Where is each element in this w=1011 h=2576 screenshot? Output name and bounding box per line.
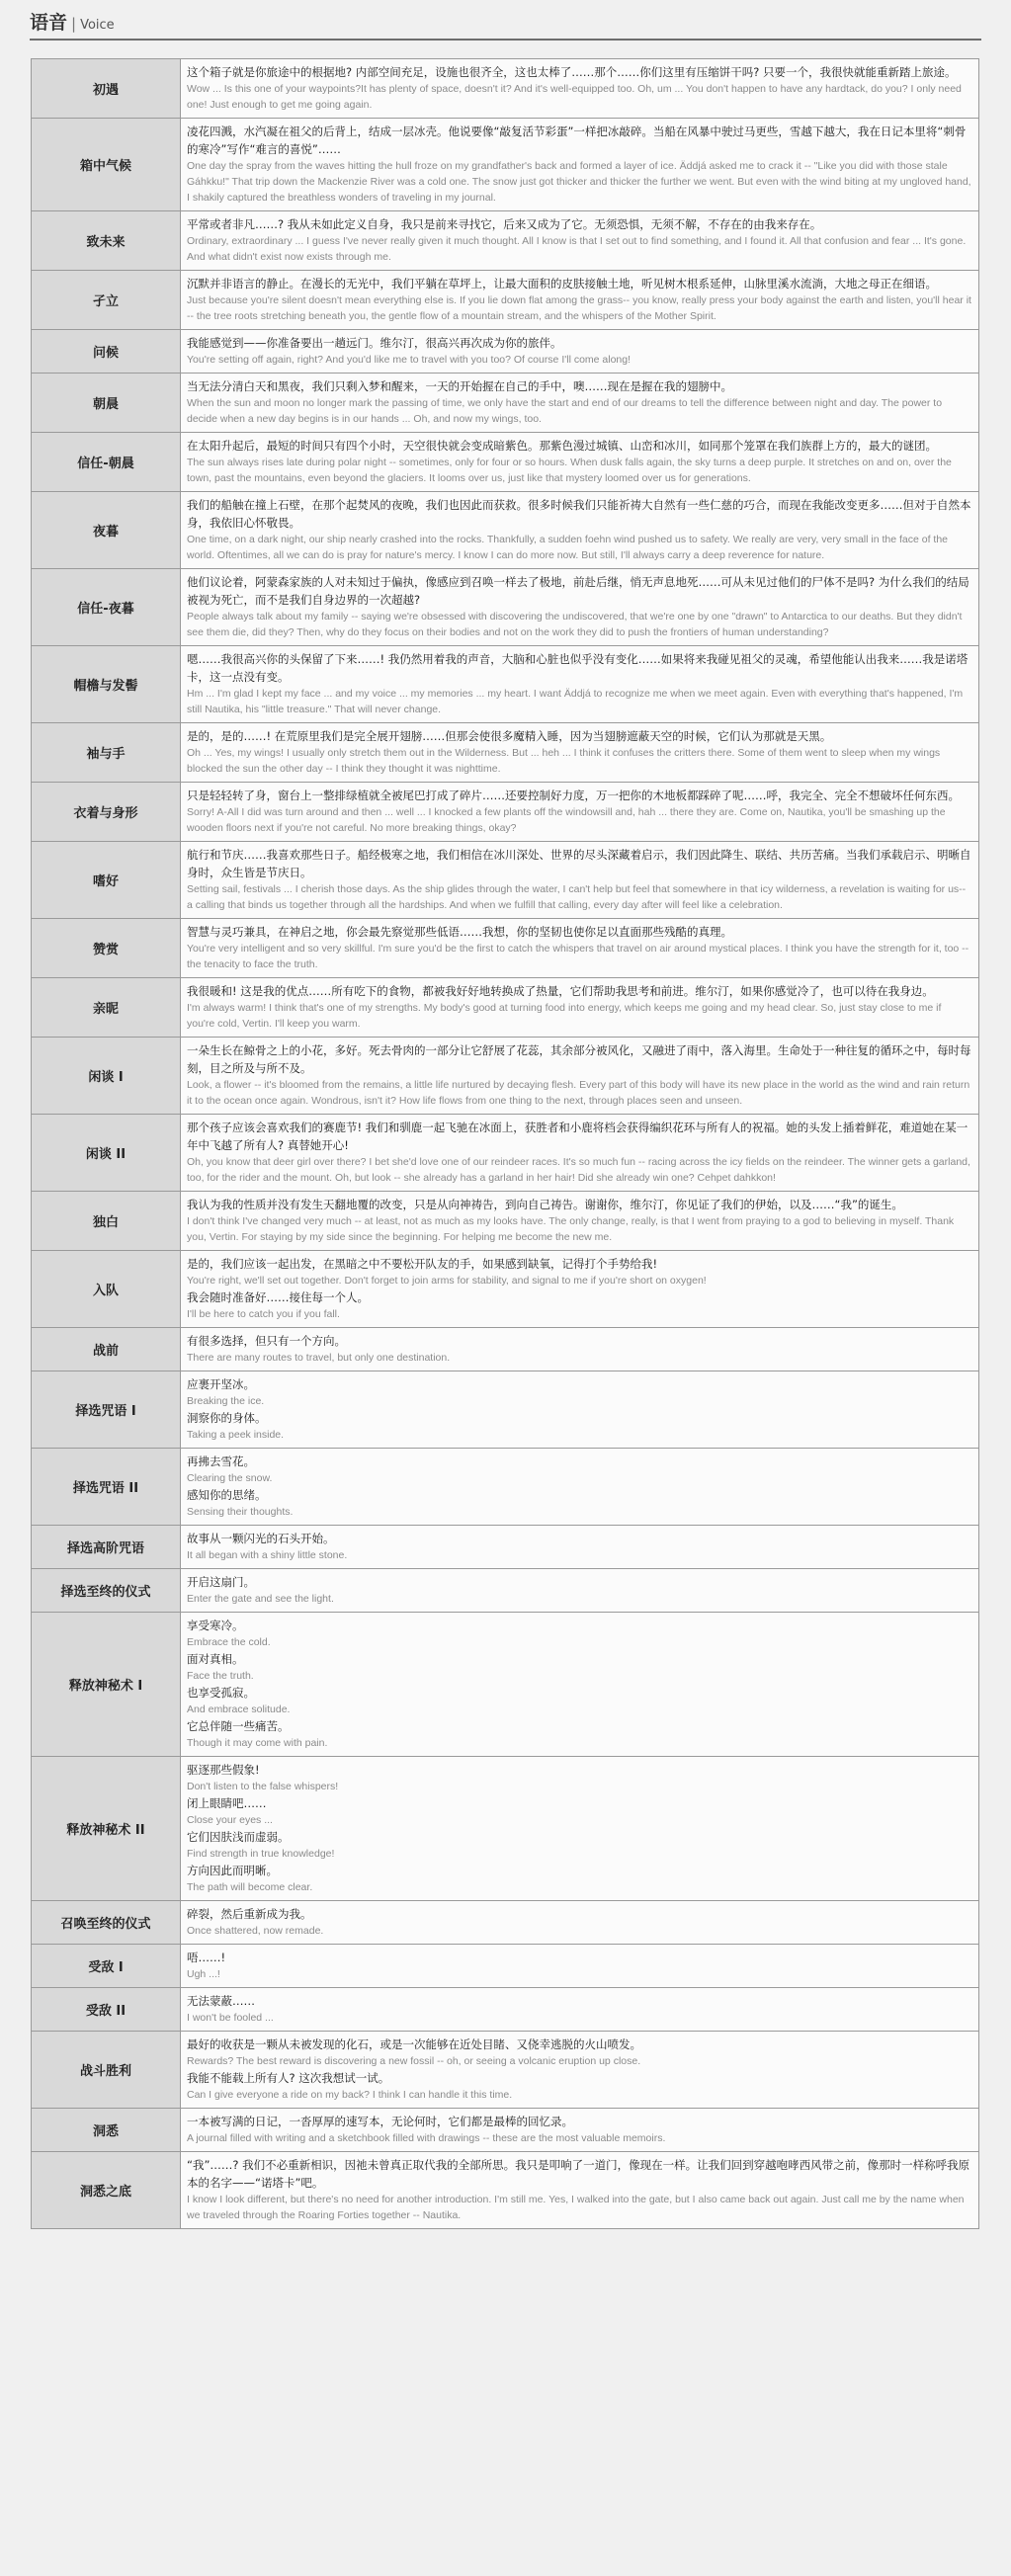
voice-line-title: 择选咒语 II (32, 1449, 181, 1526)
chinese-text: 唔……! (187, 1951, 226, 1964)
voice-row (32, 1115, 979, 1192)
voice-line-content (181, 919, 979, 978)
english-text: Clearing the snow. (187, 1472, 273, 1484)
voice-line-content (181, 1038, 979, 1115)
voice-line-content (181, 1569, 979, 1613)
english-text: Rewards? The best reward is discovering a new fossil -- oh, or seeing a volcanic eruption up close. (187, 2055, 641, 2067)
voice-line-title: 洞悉之底 (32, 2152, 181, 2229)
voice-row (32, 1613, 979, 1757)
chinese-text: 驱逐那些假象! (187, 1763, 260, 1777)
english-text: You're setting off again, right? And you'd like me to travel with you too? Of course I'll come along! (187, 354, 632, 366)
chinese-text: 嗯……我很高兴你的头保留了下来……! 我仍然用着我的声音，大脑和心脏也似乎没有变化……如果将来我碰见祖父的灵魂，希望他能认出我来……我是诺塔卡，这一点没有变。 (187, 652, 969, 684)
voice-line-title: 择选咒语 I (32, 1371, 181, 1449)
voice-row (32, 59, 979, 119)
voice-line-title: 择选高阶咒语 (32, 1526, 181, 1569)
voice-line-title: 召唤至终的仪式 (32, 1901, 181, 1945)
chinese-text: “我”……? 我们不必重新相识，因祂未曾真正取代我的全部所思。我只是叩响了一道门，像现在一样。让我们回到穿越咆哮西风带之前，像那时一样称呼我原本的名字——“诺塔卡”吧。 (187, 2158, 970, 2190)
voice-row (32, 2032, 979, 2109)
voice-line-title: 问候 (32, 330, 181, 374)
voice-row (32, 1371, 979, 1449)
voice-line-content (181, 59, 979, 119)
voice-row (32, 1988, 979, 2032)
chinese-text: 这个箱子就是你旅途中的根据地? 内部空间充足，设施也很齐全，这也太棒了……那个……你们这里有压缩饼干吗? 只要一个，我很快就能重新踏上旅途。 (187, 65, 957, 79)
voice-line-title: 衣着与身形 (32, 783, 181, 842)
voice-line-content (181, 2109, 979, 2152)
english-text: Embrace the cold. (187, 1636, 271, 1648)
chinese-text: 平常或者非凡……? 我从未如此定义自身，我只是前来寻找它，后来又成为了它。无须恐惧，无须不解，不存在的由我来存在。 (187, 217, 822, 231)
voice-row (32, 271, 979, 330)
voice-line-content (181, 2032, 979, 2109)
voice-row (32, 2109, 979, 2152)
chinese-text: 方向因此而明晰。 (187, 1864, 278, 1877)
voice-line-content (181, 1945, 979, 1988)
english-text: I know I look different, but there's no need for another introduction. I'm still me. Yes, I walked into the gate, but I also came back out again. Just call me by the name when we traveled through the Roaring Forties together -- Nautika. (187, 2194, 965, 2221)
voice-line-content (181, 1449, 979, 1526)
chinese-text: 我能感觉到——你准备要出一趟远门。维尔汀，很高兴再次成为你的旅伴。 (187, 336, 562, 350)
voice-row (32, 1901, 979, 1945)
english-text: It all began with a shiny little stone. (187, 1549, 348, 1561)
voice-row (32, 330, 979, 374)
voice-row (32, 1945, 979, 1988)
voice-row (32, 492, 979, 569)
voice-line-content (181, 330, 979, 374)
english-text: People always talk about my family -- saying we're obsessed with discovering the undiscovered, that we're one by one "drawn" to Antarctica to our deaths. But they didn't see them die, did they? Then, why do they focus on their bodies and not on the work they did to push the frontiers of human understanding? (187, 611, 963, 638)
voice-line-content (181, 1371, 979, 1449)
voice-line-title: 孑立 (32, 271, 181, 330)
english-text: Sensing their thoughts. (187, 1506, 294, 1518)
voice-line-title: 赞赏 (32, 919, 181, 978)
chinese-text: 智慧与灵巧兼具，在神启之地，你会最先察觉那些低语……我想，你的坚韧也使你足以直面那些残酷的真理。 (187, 925, 732, 939)
voice-line-title: 战斗胜利 (32, 2032, 181, 2109)
chinese-text: 只是轻轻转了身，窗台上一整排绿植就全被尾巴打成了碎片……还要控制好力度，万一把你的木地板都踩碎了呢……呼，我完全、完全不想破坏任何东西。 (187, 789, 960, 802)
voice-line-content (181, 1251, 979, 1328)
voice-line-content (181, 783, 979, 842)
chinese-text: 是的，是的……! 在荒原里我们是完全展开翅膀……但那会使很多魔精入睡，因为当翅膀遮蔽天空的时候，它们认为那就是天黑。 (187, 729, 832, 743)
chinese-text: 应裹开坚冰。 (187, 1377, 255, 1391)
voice-row (32, 433, 979, 492)
voice-row (32, 919, 979, 978)
chinese-text: 凌花四溅，水汽凝在祖父的后背上，结成一层冰壳。他说要像“敲复活节彩蛋”一样把冰敲碎。当船在风暴中驶过马更些，雪越下越大，我在日记本里将“刺骨的寒冷”写作“难言的喜悦”…… (187, 125, 967, 156)
chinese-text: 是的，我们应该一起出发，在黑暗之中不要松开队友的手，如果感到缺氧，记得打个手势给我! (187, 1257, 658, 1271)
voice-line-content (181, 119, 979, 211)
chinese-text: 当无法分清白天和黑夜，我们只剩入梦和醒来，一天的开始握在自己的手中，噢……现在是握在我的翅膀中。 (187, 379, 732, 393)
english-text: When the sun and moon no longer mark the passing of time, we only have the start and end of our dreams to tell the difference between night and day. The power to decide when a new day begins is in our hands ... Oh, and now my wings, too. (187, 397, 943, 425)
title-separator: | (71, 15, 77, 33)
voice-line-title: 箱中气候 (32, 119, 181, 211)
section-header (30, 6, 981, 41)
chinese-text: 也享受孤寂。 (187, 1686, 255, 1700)
english-text: The sun always rises late during polar night -- sometimes, only for four or so hours. When dusk falls again, the sky turns a deep purple. It stretches on and on, over the town, past the mountains, even beyond the glaciers. It looms over us, just like that mystery loomed over us for generations. (187, 457, 952, 484)
voice-line-content (181, 646, 979, 723)
voice-line-content (181, 1757, 979, 1901)
chinese-text: 那个孩子应该会喜欢我们的赛鹿节! 我们和驯鹿一起飞驰在冰面上，获胜者和小鹿将档会获得编织花环与所有人的祝福。她的头发上插着鲜花，难道她在某一年中飞越了所有人? 真替她开心! (187, 1121, 969, 1152)
english-text: I won't be fooled ... (187, 2012, 274, 2024)
chinese-text: 再拂去雪花。 (187, 1454, 255, 1468)
english-text: One day the spray from the waves hitting the hull froze on my grandfather's back and formed a layer of ice. Äddjá asked me to crack it -- "Like you did with those stale Gáhkku!" That trip down the Mackenzie River was a cold one. The snow just got thicker and thicker the further we went. But even with the wind biting at my ungloved hand, I shakily captured the breathless wonders of traveling in my journal. (187, 160, 971, 204)
voice-line-title: 战前 (32, 1328, 181, 1371)
english-text: Look, a flower -- it's bloomed from the remains, a little life nurtured by decaying flesh. Every part of this body will have its new place in the world as the wind and rain return it to the ocean once again. Wondrous, isn't it? How life flows from one thing to the next, through places seen and unseen. (187, 1079, 970, 1107)
voice-line-content (181, 211, 979, 271)
chinese-text: 无法蒙蔽…… (187, 1994, 255, 2008)
english-text: Setting sail, festivals ... I cherish those days. As the ship glides through the water, I can't help but feel that somewhere in that icy wilderness, a revelation is waiting for us-- a calling that binds us together through all the hardships. And when we fulfill that calling, every day after will feel like a celebration. (187, 883, 967, 911)
english-text: Can I give everyone a ride on my back? I think I can handle it this time. (187, 2089, 513, 2101)
voice-row (32, 783, 979, 842)
chinese-text: 感知你的思绪。 (187, 1488, 267, 1502)
voice-row (32, 1569, 979, 1613)
english-text: I'm always warm! I think that's one of my strengths. My body's good at turning food into energy, which keeps me going and my head clear. So, just stay close to me if you're cold, Vertin. I'll keep you warm. (187, 1002, 942, 1030)
voice-line-content (181, 1115, 979, 1192)
english-text: Close your eyes ... (187, 1814, 273, 1826)
english-text: And embrace solitude. (187, 1703, 291, 1715)
english-text: Don't listen to the false whispers! (187, 1781, 339, 1792)
voice-line-content (181, 1526, 979, 1569)
voice-row (32, 978, 979, 1038)
english-text: Just because you're silent doesn't mean everything else is. If you lie down flat among the grass-- you know, really press your body against the earth and listen, you'll hear it -- the tree roots stretching beneath you, the gentle flow of a mountain stream, and the whispers of the Mother Spirit. (187, 294, 971, 322)
chinese-text: 开启这扇门。 (187, 1575, 255, 1589)
voice-line-content (181, 1613, 979, 1757)
voice-line-content (181, 1192, 979, 1251)
voice-line-content (181, 1988, 979, 2032)
chinese-text: 洞察你的身体。 (187, 1411, 267, 1425)
chinese-text: 面对真相。 (187, 1652, 244, 1666)
section-subtitle: Voice (80, 18, 115, 33)
voice-table (31, 58, 979, 2229)
english-text: Breaking the ice. (187, 1395, 265, 1407)
voice-line-content (181, 433, 979, 492)
english-text: Oh ... Yes, my wings! I usually only stretch them out in the Wilderness. But ... heh ... I think it confuses the critters there. Some of them went to sleep when my wings blocked the sun the other day -- I think they thought it was nighttime. (187, 747, 941, 775)
chinese-text: 它总伴随一些痛苦。 (187, 1719, 290, 1733)
chinese-text: 故事从一颗闪光的石头开始。 (187, 1532, 335, 1545)
voice-line-title: 入队 (32, 1251, 181, 1328)
voice-line-title: 初遇 (32, 59, 181, 119)
voice-table-body (32, 59, 979, 2229)
voice-row (32, 842, 979, 919)
voice-row (32, 1038, 979, 1115)
chinese-text: 沉默并非语言的静止。在漫长的无光中，我们平躺在草坪上，让最大面积的皮肤接触土地，听见树木根系延伸，山脉里溪水流淌，大地之母正在细语。 (187, 277, 937, 291)
voice-line-content (181, 271, 979, 330)
english-text: You're right, we'll set out together. Don't forget to join arms for stability, and signal to me if you're short on oxygen! (187, 1275, 707, 1287)
voice-line-content (181, 492, 979, 569)
english-text: A journal filled with writing and a sketchbook filled with drawings -- these are the most valuable memoirs. (187, 2132, 666, 2144)
chinese-text: 享受寒冷。 (187, 1619, 244, 1632)
voice-line-title: 嗜好 (32, 842, 181, 919)
voice-line-title: 信任-夜暮 (32, 569, 181, 646)
voice-line-title: 闲谈 II (32, 1115, 181, 1192)
english-text: Face the truth. (187, 1670, 254, 1682)
voice-row (32, 1328, 979, 1371)
voice-line-title: 夜暮 (32, 492, 181, 569)
voice-line-title: 受敌 II (32, 1988, 181, 2032)
voice-line-content (181, 2152, 979, 2229)
voice-row (32, 211, 979, 271)
english-text: Find strength in true knowledge! (187, 1848, 335, 1860)
voice-row (32, 374, 979, 433)
english-text: Ugh ...! (187, 1968, 220, 1980)
voice-line-content (181, 569, 979, 646)
voice-row (32, 1526, 979, 1569)
english-text: Taking a peek inside. (187, 1429, 285, 1441)
voice-line-title: 洞悉 (32, 2109, 181, 2152)
section-title: 语音 (30, 12, 68, 34)
chinese-text: 它们因肤浅而虚弱。 (187, 1830, 290, 1844)
voice-row (32, 646, 979, 723)
english-text: Enter the gate and see the light. (187, 1593, 334, 1605)
english-text: Though it may come with pain. (187, 1737, 328, 1749)
voice-line-content (181, 842, 979, 919)
english-text: The path will become clear. (187, 1881, 313, 1893)
chinese-text: 我们的船触在撞上石壁，在那个起焚风的夜晚，我们也因此而获救。很多时候我们只能祈祷大自然有一些仁慈的巧合，而现在我能改变更多……但对于自然本身，我依旧心怀敬畏。 (187, 498, 971, 530)
voice-line-title: 释放神秘术 II (32, 1757, 181, 1901)
voice-row (32, 1449, 979, 1526)
voice-row (32, 569, 979, 646)
chinese-text: 我会随时准备好……接住每一个人。 (187, 1290, 369, 1304)
english-text: Hm ... I'm glad I kept my face ... and my voice ... my memories ... my heart. I want Äddjá to recognize me when we meet again. Even with everything that's happened, I'm still Nautika, his "little treasure." That will never change. (187, 688, 964, 715)
chinese-text: 我认为我的性质并没有发生天翻地覆的改变，只是从向神祷告，到向自己祷告。谢谢你，维尔汀，你见证了我们的伊始，以及……“我”的诞生。 (187, 1198, 903, 1211)
voice-line-title: 致未来 (32, 211, 181, 271)
voice-row (32, 1757, 979, 1901)
english-text: One time, on a dark night, our ship nearly crashed into the rocks. Thankfully, a sudden foehn wind pushed us to safety. We really are very, very small in the face of the world. Oftentimes, all we can do is pray for nature's mercy. I know I can do more now. But still, I'll always carry a deep reverence for nature. (187, 534, 949, 561)
chinese-text: 我很暖和! 这是我的优点……所有吃下的食物，都被我好好地转换成了热量，它们帮助我思考和前进。维尔汀，如果你感觉冷了，也可以待在我身边。 (187, 984, 934, 998)
voice-line-title: 亲昵 (32, 978, 181, 1038)
english-text: There are many routes to travel, but only one destination. (187, 1352, 451, 1364)
english-text: Wow ... Is this one of your waypoints?It has plenty of space, doesn't it? And it's well-equipped too. Oh, um ... You don't happen to have any hardtack, do you? I only need one! Just enough to get me going again. (187, 83, 962, 111)
voice-line-title: 朝晨 (32, 374, 181, 433)
voice-line-title: 闲谈 I (32, 1038, 181, 1115)
voice-line-content (181, 374, 979, 433)
english-text: Sorry! A-All I did was turn around and then ... well ... I knocked a few plants off the windowsill and, hah ... there they are. Come on, Nautika, you'll be smashing up the wooden floors next if you're not careful. No more breaking things, okay? (187, 806, 946, 834)
chinese-text: 最好的收获是一颗从未被发现的化石，或是一次能够在近处目睹、又侥幸逃脱的火山喷发。 (187, 2037, 641, 2051)
chinese-text: 他们议论着，阿蒙森家族的人对未知过于偏执，像感应到召唤一样去了极地，前赴后继，悄无声息地死……可从未见过他们的尸体不是吗? 为什么我们的结局被视为死亡，而不是我们自身边界的一次超越? (187, 575, 969, 607)
english-text: Ordinary, extraordinary ... I guess I've never really given it much thought. All I know is that I set out to find something, and I found it. All that confusion and fear ... It's gone. And what didn't exist now exists through me. (187, 235, 967, 263)
voice-line-content (181, 978, 979, 1038)
chinese-text: 一本被写满的日记，一沓厚厚的速写本，无论何时，它们都是最棒的回忆录。 (187, 2115, 573, 2128)
voice-row (32, 1251, 979, 1328)
voice-row (32, 1192, 979, 1251)
voice-line-title: 帽檐与发髻 (32, 646, 181, 723)
voice-line-content (181, 1901, 979, 1945)
voice-line-title: 独白 (32, 1192, 181, 1251)
english-text: You're very intelligent and so very skillful. I'm sure you'd be the first to catch the whispers that travel on air around mystical places. I think you have the strength for it, too -- the tenacity to face the truth. (187, 943, 969, 970)
chinese-text: 一朵生长在鲸骨之上的小花，多好。死去骨肉的一部分让它舒展了花蕊，其余部分被风化，又融进了雨中，落入海里。生命处于一种往复的循环之中，每时每刻，目之所及与所不及。 (187, 1043, 971, 1075)
voice-line-title: 择选至终的仪式 (32, 1569, 181, 1613)
english-text: I'll be here to catch you if you fall. (187, 1308, 340, 1320)
voice-line-title: 受敌 I (32, 1945, 181, 1988)
voice-row (32, 119, 979, 211)
chinese-text: 有很多选择，但只有一个方向。 (187, 1334, 346, 1348)
english-text: Once shattered, now remade. (187, 1925, 324, 1937)
english-text: Oh, you know that deer girl over there? I bet she'd love one of our reindeer races. It's so much fun -- racing across the icy fields on the reindeer. The winner gets a garland, too, for the rider and the mount. Oh, but look -- she already has a garland in her hair! Did she already win one? Cehpet dahkkon! (187, 1156, 970, 1184)
chinese-text: 闭上眼睛吧…… (187, 1796, 267, 1810)
voice-line-title: 释放神秘术 I (32, 1613, 181, 1757)
chinese-text: 航行和节庆……我喜欢那些日子。船经极寒之地，我们相信在冰川深处、世界的尽头深藏着启示，我们因此降生、联结、共历苦痛。当我们承载启示、明晰自身时，众生皆是节庆日。 (187, 848, 971, 879)
chinese-text: 在太阳升起后，最短的时间只有四个小时，天空很快就会变成暗紫色。那紫色漫过城镇、山峦和冰川，如同那个笼罩在我们族群上方的，最大的谜团。 (187, 439, 937, 453)
voice-line-content (181, 1328, 979, 1371)
voice-line-content (181, 723, 979, 783)
voice-row (32, 2152, 979, 2229)
english-text: I don't think I've changed very much -- at least, not as much as my looks have. The only change, really, is that I went from praying to a god to believing in myself. Thank you, Vertin. For staying by my side since the beginning. For helping me become the new me. (187, 1215, 955, 1243)
voice-line-title: 信任-朝晨 (32, 433, 181, 492)
voice-line-title: 袖与手 (32, 723, 181, 783)
chinese-text: 碎裂，然后重新成为我。 (187, 1907, 312, 1921)
voice-row (32, 723, 979, 783)
chinese-text: 我能不能载上所有人? 这次我想试一试。 (187, 2071, 390, 2085)
